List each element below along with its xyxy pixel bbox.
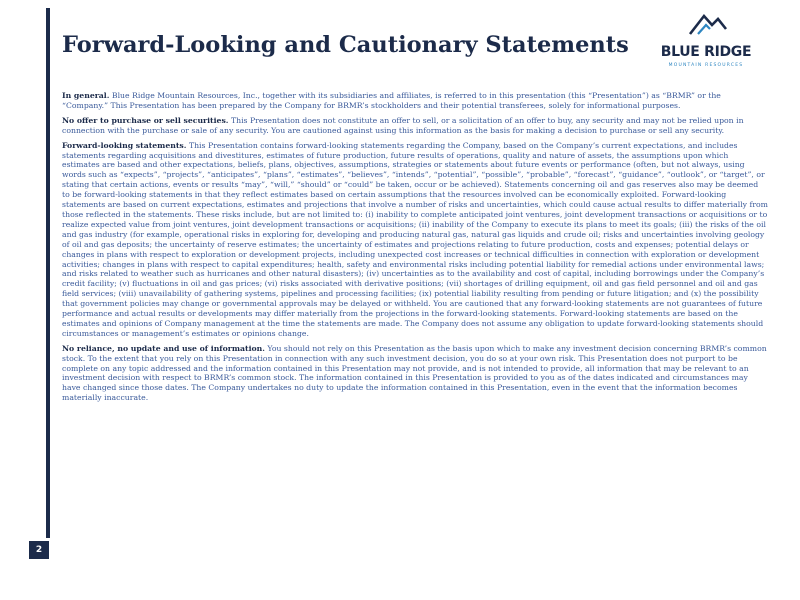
section-heading: Forward-looking statements. bbox=[62, 140, 187, 150]
section-heading: No reliance, no update and use of information. bbox=[62, 343, 265, 353]
section-heading: No offer to purchase or sell securities. bbox=[62, 115, 229, 125]
section-text: This Presentation contains forward-looking statements regarding the Company, based on the Company’s current expectations, and includes statements regarding acquisitions and divestitures, estimates of future production, future results of operations, quality and nature of assets, the assumptions upon which estimates are based and other expectations, beliefs, plans, objectives, assumptions, strategies or statements about future events or performance (often, but not always, using words such as “expects”, “projects”, “anticipates”, “plans”, “estimates”, “believes”, “intends”, “potential”, “possible”, “probable”, “forecast”, “guidance”, “outlook”, or “target”, or stating that certain actions, events or results “may”, “will,” “should” or “could” be taken, occur or be achieved). Statements concerning oil and gas reserves also may be deemed to be forward-looking statements in that they reflect estimates based on certain assumptions that the resources involved can be economically exploited. Forward-looking statements are based on current expectations, estimates and projections that involve a number of risks and uncertainties, which could cause actual results to differ materially from those reflected in the statements. These risks include, but are not limited to: (i) inability to complete anticipated joint ventures, joint development transactions or acquisitions or to realize expected value from joint ventures, joint development transactions or acquisitions; (ii) inability of the Company to execute its plans to meet its goals; (iii) the risks of the oil and gas industry (for example, operational risks in exploring for, developing and producing natural gas, natural gas liquids and crude oil; risks and uncertainties involving geology of oil and gas deposits; the uncertainty of reserve estimates; the uncertainty of estimates and projections relating to future production, costs and expenses; potential delays or changes in plans with respect to exploration or development projects, including unexpected cost increases or technical difficulties in connection with exploration or development activities; changes in plans with respect to capital expenditures; health, safety and environmental risks including potential liability for remedial actions under environmental laws; and risks related to weather such as hurricanes and other natural disasters); (iv) uncertainties as to the availability and cost of capital, including borrowings under the Company’s credit facility; (v) fluctuations in oil and gas prices; (vi) risks associated with derivative positions; (vii) shortages of drilling equipment, oil and gas field personnel and oil and gas field services; (viii) unavailability of gathering systems, pipelines and processing facilities; (ix) potential liability resulting from pending or future litigation; and (x) the possibility that government policies may change or governmental approvals may be delayed or withheld. You are cautioned that any forward-looking statements are not guarantees of future performance and actual results or developments may differ materially from the projections in the forward-looking statements. Forward-looking statements are based on the estimates and opinions of Company management at the time the statements are made. The Company does not assume any obligation to update forward-looking statements should circumstances or management’s estimates or opinions change. bbox=[62, 140, 768, 338]
section-heading: In general. bbox=[62, 91, 110, 100]
disclaimer-body bbox=[62, 91, 768, 408]
section-no-reliance bbox=[62, 344, 768, 403]
company-logo bbox=[650, 10, 762, 72]
section-text: This Presentation does not constitute an offer to sell, or a solicitation of an offer to buy, any security and may not be relied upon in connection with the purchase or sale of any security. You are cautioned against using this information as the basis for making a decision to purchase or sell any security. bbox=[62, 115, 744, 135]
section-text: Blue Ridge Mountain Resources, Inc., together with its subsidiaries and affiliates, is referred to in this presentation (this “Presentation”) as “BRMR” or the “Company.” This Presentation has been prepared by the Company for BRMR’s stockholders and their potential transferees, solely for informational purposes. bbox=[62, 91, 721, 110]
mountain-logo-icon bbox=[688, 10, 728, 44]
page-number: 2 bbox=[29, 541, 49, 559]
section-text: You should not rely on this Presentation as the basis upon which to make any investment decision concerning BRMR’s common stock. To the extent that you rely on this Presentation in connection with any such investment decision, you do so at your own risk. This Presentation does not purport to be complete on any topic addressed and the information contained in this Presentation may not provide, and is not intended to provide, all information that may be relevant to an investment decision with respect to BRMR’s common stock. The information contained in this Presentation is provided to you as of the dates indicated and circumstances may have changed since those dates. The Company undertakes no duty to update the information contained in this Presentation, even in the event that the information becomes materially inaccurate. bbox=[62, 343, 767, 403]
logo-wordmark: BLUE RIDGE bbox=[660, 44, 752, 60]
logo-tagline: MOUNTAIN RESOURCES bbox=[668, 63, 744, 68]
section-in-general bbox=[62, 91, 768, 111]
section-no-offer bbox=[62, 116, 768, 136]
section-forward-looking bbox=[62, 141, 768, 339]
left-accent-bar bbox=[46, 8, 50, 538]
page-title: Forward-Looking and Cautionary Statements bbox=[62, 32, 629, 58]
